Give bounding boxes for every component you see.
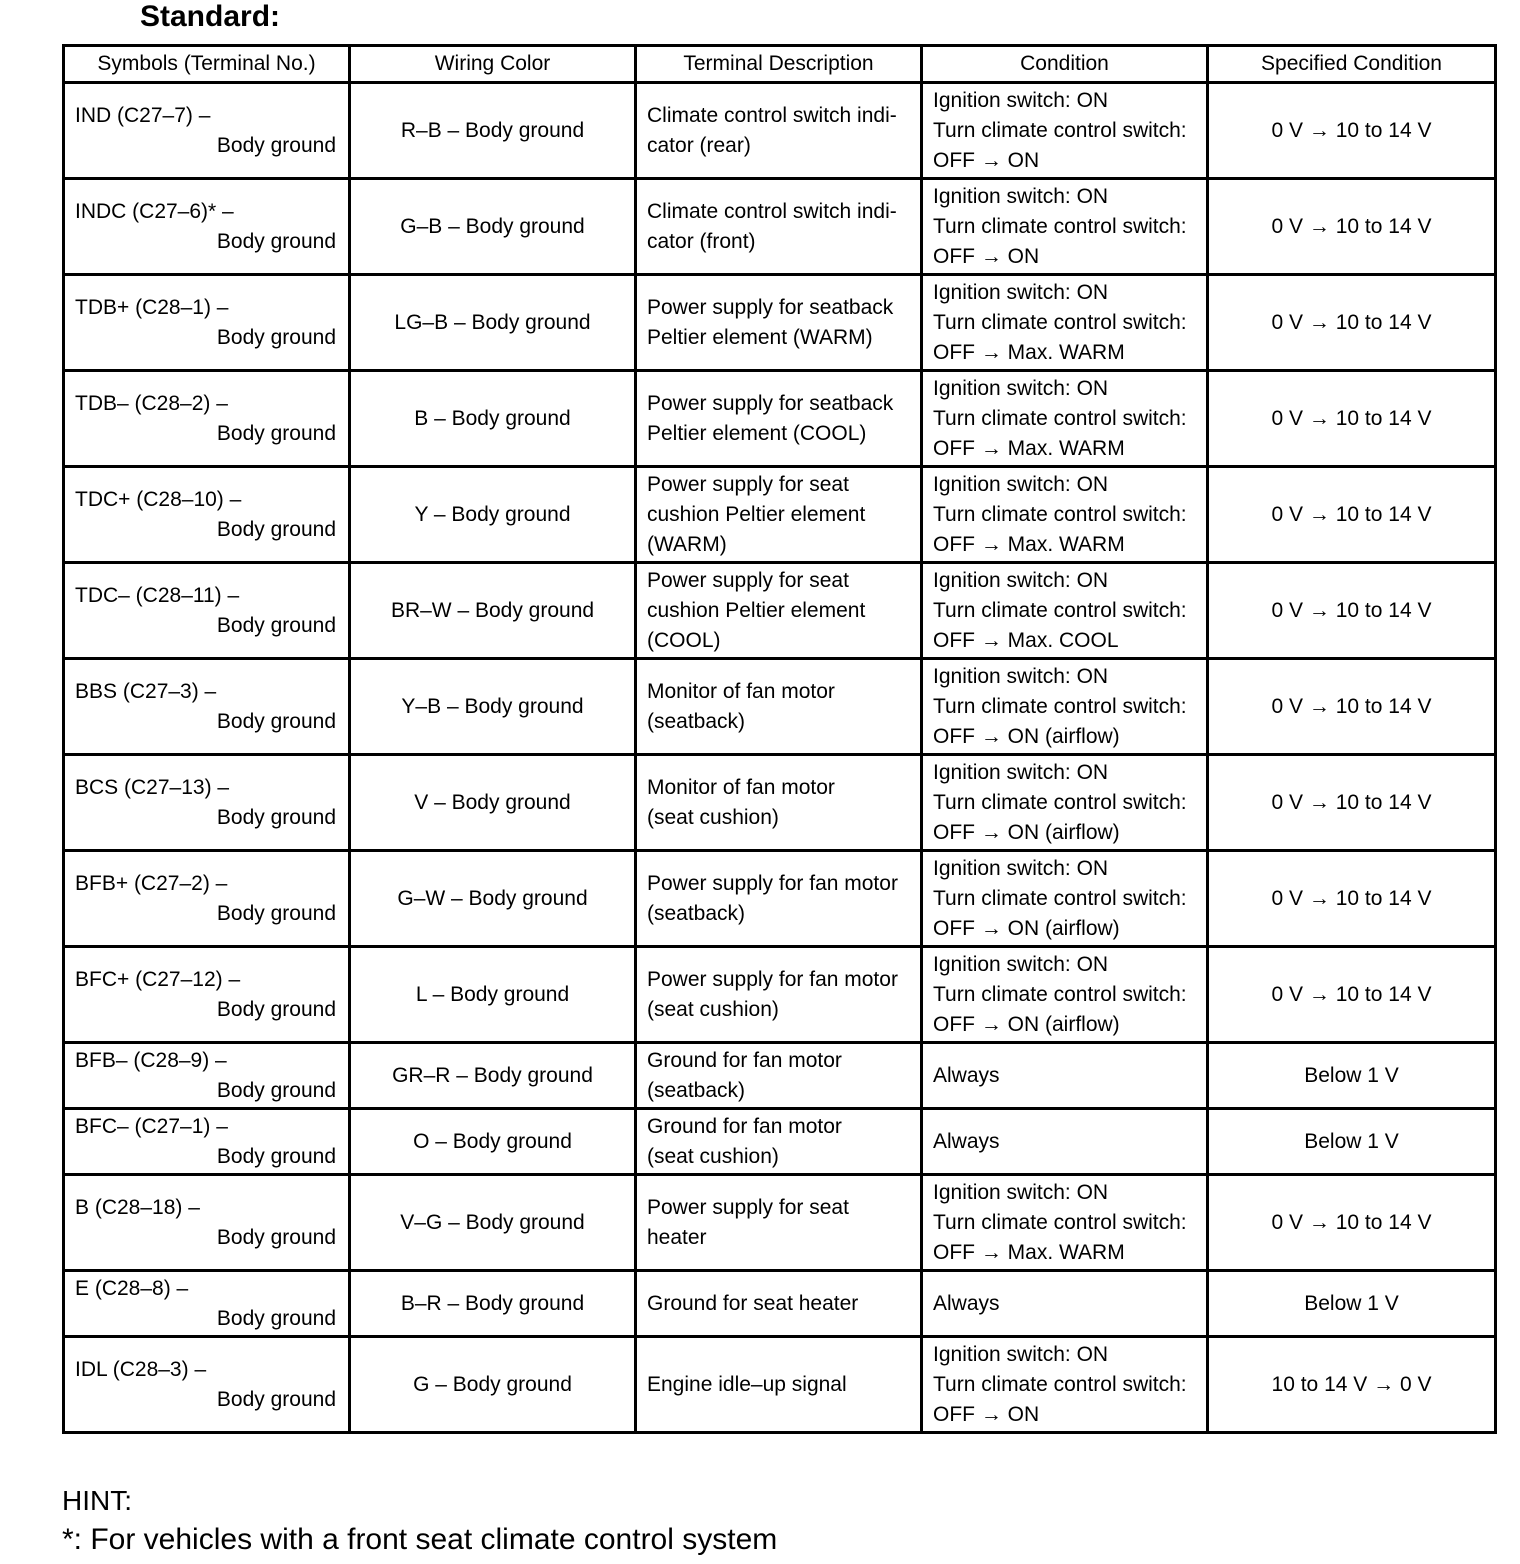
wiring-color-cell: G – Body ground <box>350 1337 636 1433</box>
condition-line: Ignition switch: ON <box>933 760 1109 784</box>
specified-condition-cell: 0 V → 10 to 14 V <box>1208 83 1496 179</box>
wiring-color-cell: LG–B – Body ground <box>350 275 636 371</box>
table-row <box>64 371 1496 467</box>
table-row <box>64 947 1496 1043</box>
condition-cell <box>922 755 1208 851</box>
table-row <box>64 1109 1496 1175</box>
terminal-ground: Body ground <box>216 133 336 157</box>
specified-condition-cell: Below 1 V <box>1208 1043 1496 1109</box>
wiring-color-cell: Y–B – Body ground <box>350 659 636 755</box>
wiring-color-cell: O – Body ground <box>350 1109 636 1175</box>
header-symbols: Symbols (Terminal No.) <box>64 46 350 83</box>
symbol-cell <box>64 563 350 659</box>
specified-condition-cell: Below 1 V <box>1208 1271 1496 1337</box>
terminal-symbol: BFB– (C28–9) – <box>75 1048 227 1072</box>
condition-line: OFF → Max. WARM <box>933 532 1125 556</box>
wiring-color-cell: V – Body ground <box>350 755 636 851</box>
condition-line: Always <box>933 1129 1000 1153</box>
condition-line: OFF → Max. COOL <box>933 628 1119 652</box>
condition-line: Ignition switch: ON <box>933 568 1109 592</box>
table-header-row <box>64 46 1496 83</box>
specified-condition-cell: 0 V → 10 to 14 V <box>1208 755 1496 851</box>
condition-line: Turn climate control switch: <box>933 406 1187 430</box>
table-row <box>64 563 1496 659</box>
terminal-symbol: BFB+ (C27–2) – <box>75 871 228 895</box>
table-row <box>64 659 1496 755</box>
description-line: cushion Peltier element <box>647 598 866 622</box>
terminal-ground: Body ground <box>216 901 336 925</box>
terminal-description-cell <box>636 851 922 947</box>
condition-line: OFF → ON <box>933 148 1040 172</box>
terminal-description-cell <box>636 1043 922 1109</box>
description-line: Monitor of fan motor <box>647 679 835 703</box>
specified-condition-cell: 0 V → 10 to 14 V <box>1208 1175 1496 1271</box>
terminal-symbol: TDB+ (C28–1) – <box>75 295 229 319</box>
symbol-cell <box>64 1175 350 1271</box>
description-line: (seat cushion) <box>647 1144 779 1168</box>
terminal-symbol: BFC– (C27–1) – <box>75 1114 228 1138</box>
description-line: Engine idle–up signal <box>647 1372 847 1396</box>
header-wiring-color: Wiring Color <box>350 46 636 83</box>
condition-line: Turn climate control switch: <box>933 310 1187 334</box>
description-line: Power supply for seat <box>647 472 849 496</box>
specified-condition-cell: 0 V → 10 to 14 V <box>1208 179 1496 275</box>
symbol-cell <box>64 1337 350 1433</box>
condition-line: Ignition switch: ON <box>933 1180 1109 1204</box>
terminal-description-cell <box>636 1337 922 1433</box>
terminal-symbol: IND (C27–7) – <box>75 103 211 127</box>
description-line: Power supply for fan motor <box>647 967 898 991</box>
condition-line: Always <box>933 1063 1000 1087</box>
terminal-ground: Body ground <box>216 1306 336 1330</box>
specified-condition-cell: 0 V → 10 to 14 V <box>1208 371 1496 467</box>
description-line: Power supply for seat <box>647 1195 849 1219</box>
header-terminal-description: Terminal Description <box>636 46 922 83</box>
condition-cell <box>922 1271 1208 1337</box>
condition-line: OFF → Max. WARM <box>933 436 1125 460</box>
specified-condition-cell: 0 V → 10 to 14 V <box>1208 563 1496 659</box>
symbol-cell <box>64 1271 350 1337</box>
terminal-symbol: TDB– (C28–2) – <box>75 391 228 415</box>
description-line: Peltier element (COOL) <box>647 421 867 445</box>
symbol-cell <box>64 275 350 371</box>
terminal-description-cell <box>636 947 922 1043</box>
condition-cell <box>922 83 1208 179</box>
description-line: cator (rear) <box>647 133 751 157</box>
condition-cell <box>922 1109 1208 1175</box>
condition-line: Turn climate control switch: <box>933 598 1187 622</box>
description-line: Power supply for seatback <box>647 391 894 415</box>
condition-cell <box>922 1175 1208 1271</box>
terminal-symbol: BBS (C27–3) – <box>75 679 217 703</box>
condition-cell <box>922 563 1208 659</box>
condition-line: Turn climate control switch: <box>933 1210 1187 1234</box>
specified-condition-cell: Below 1 V <box>1208 1109 1496 1175</box>
description-line: (seat cushion) <box>647 805 779 829</box>
terminal-description-cell <box>636 1271 922 1337</box>
terminal-description-cell <box>636 1109 922 1175</box>
symbol-cell <box>64 851 350 947</box>
condition-line: Turn climate control switch: <box>933 982 1187 1006</box>
terminal-symbol: E (C28–8) – <box>75 1276 189 1300</box>
condition-line: Ignition switch: ON <box>933 472 1109 496</box>
description-line: (COOL) <box>647 628 721 652</box>
symbol-cell <box>64 179 350 275</box>
wiring-color-cell: B – Body ground <box>350 371 636 467</box>
table-row <box>64 83 1496 179</box>
terminal-ground: Body ground <box>216 229 336 253</box>
wiring-color-cell: L – Body ground <box>350 947 636 1043</box>
table-row <box>64 467 1496 563</box>
table-row <box>64 1175 1496 1271</box>
condition-cell <box>922 851 1208 947</box>
condition-cell <box>922 371 1208 467</box>
specified-condition-cell: 0 V → 10 to 14 V <box>1208 467 1496 563</box>
terminal-ground: Body ground <box>216 517 336 541</box>
condition-line: Ignition switch: ON <box>933 1342 1109 1366</box>
condition-line: OFF → ON (airflow) <box>933 724 1120 748</box>
symbol-cell <box>64 83 350 179</box>
symbol-cell <box>64 467 350 563</box>
terminal-description-cell <box>636 467 922 563</box>
table-row <box>64 755 1496 851</box>
symbol-cell <box>64 755 350 851</box>
section-heading: Standard: <box>140 0 281 33</box>
terminal-ground: Body ground <box>216 613 336 637</box>
terminal-symbol: BFC+ (C27–12) – <box>75 967 241 991</box>
description-line: (seatback) <box>647 709 746 733</box>
terminal-ground: Body ground <box>216 997 336 1021</box>
table-row <box>64 1043 1496 1109</box>
description-line: cator (front) <box>647 229 756 253</box>
condition-line: Ignition switch: ON <box>933 856 1109 880</box>
wiring-color-cell: Y – Body ground <box>350 467 636 563</box>
header-specified-condition: Specified Condition <box>1208 46 1496 83</box>
wiring-color-cell: GR–R – Body ground <box>350 1043 636 1109</box>
description-line: Climate control switch indi- <box>647 103 897 127</box>
condition-line: Ignition switch: ON <box>933 664 1109 688</box>
description-line: cushion Peltier element <box>647 502 866 526</box>
wiring-color-cell: G–B – Body ground <box>350 179 636 275</box>
terminal-description-cell <box>636 1175 922 1271</box>
wiring-color-cell: G–W – Body ground <box>350 851 636 947</box>
specified-condition-cell: 0 V → 10 to 14 V <box>1208 659 1496 755</box>
condition-cell <box>922 179 1208 275</box>
terminal-spec-table <box>62 44 1497 1434</box>
symbol-cell <box>64 371 350 467</box>
description-line: (WARM) <box>647 532 727 556</box>
wiring-color-cell: V–G – Body ground <box>350 1175 636 1271</box>
wiring-color-cell: BR–W – Body ground <box>350 563 636 659</box>
condition-line: Turn climate control switch: <box>933 118 1187 142</box>
condition-line: OFF → ON <box>933 244 1040 268</box>
description-line: Power supply for fan motor <box>647 871 898 895</box>
condition-line: OFF → Max. WARM <box>933 1240 1125 1264</box>
footnote: *: For vehicles with a front seat climate control system <box>62 1523 778 1556</box>
terminal-ground: Body ground <box>216 1144 336 1168</box>
terminal-description-cell <box>636 659 922 755</box>
description-line: Power supply for seat <box>647 568 849 592</box>
symbol-cell <box>64 1043 350 1109</box>
condition-cell <box>922 1043 1208 1109</box>
terminal-description-cell <box>636 275 922 371</box>
header-condition: Condition <box>922 46 1208 83</box>
terminal-ground: Body ground <box>216 709 336 733</box>
condition-line: Ignition switch: ON <box>933 280 1109 304</box>
table-row <box>64 851 1496 947</box>
description-line: Peltier element (WARM) <box>647 325 873 349</box>
specified-condition-cell: 0 V → 10 to 14 V <box>1208 851 1496 947</box>
terminal-description-cell <box>636 755 922 851</box>
table-row <box>64 1337 1496 1433</box>
condition-line: Ignition switch: ON <box>933 184 1109 208</box>
condition-line: Turn climate control switch: <box>933 694 1187 718</box>
specified-condition-cell: 0 V → 10 to 14 V <box>1208 947 1496 1043</box>
terminal-ground: Body ground <box>216 1078 336 1102</box>
condition-line: Turn climate control switch: <box>933 790 1187 814</box>
condition-line: Ignition switch: ON <box>933 376 1109 400</box>
description-line: (seat cushion) <box>647 997 779 1021</box>
condition-line: Turn climate control switch: <box>933 886 1187 910</box>
description-line: Ground for fan motor <box>647 1114 842 1138</box>
description-line: (seatback) <box>647 901 746 925</box>
symbol-cell <box>64 1109 350 1175</box>
table-row <box>64 179 1496 275</box>
specified-condition-cell: 10 to 14 V → 0 V <box>1208 1337 1496 1433</box>
terminal-ground: Body ground <box>216 421 336 445</box>
condition-line: OFF → ON (airflow) <box>933 1012 1120 1036</box>
terminal-symbol: TDC+ (C28–10) – <box>75 487 242 511</box>
condition-cell <box>922 947 1208 1043</box>
condition-line: OFF → ON (airflow) <box>933 916 1120 940</box>
condition-line: Turn climate control switch: <box>933 502 1187 526</box>
terminal-symbol: TDC– (C28–11) – <box>75 583 240 607</box>
condition-cell <box>922 659 1208 755</box>
description-line: Climate control switch indi- <box>647 199 897 223</box>
description-line: Ground for seat heater <box>647 1291 859 1315</box>
wiring-color-cell: B–R – Body ground <box>350 1271 636 1337</box>
description-line: Power supply for seatback <box>647 295 894 319</box>
terminal-description-cell <box>636 371 922 467</box>
table-row <box>64 275 1496 371</box>
hint-label: HINT: <box>62 1485 132 1516</box>
condition-cell <box>922 275 1208 371</box>
terminal-symbol: B (C28–18) – <box>75 1195 200 1219</box>
terminal-description-cell <box>636 563 922 659</box>
terminal-description-cell <box>636 179 922 275</box>
table-row <box>64 1271 1496 1337</box>
terminal-symbol: BCS (C27–13) – <box>75 775 230 799</box>
condition-cell <box>922 467 1208 563</box>
condition-line: OFF → ON <box>933 1402 1040 1426</box>
symbol-cell <box>64 659 350 755</box>
condition-line: Ignition switch: ON <box>933 88 1109 112</box>
description-line: Ground for fan motor <box>647 1048 842 1072</box>
description-line: (seatback) <box>647 1078 746 1102</box>
table-body <box>64 83 1496 1433</box>
condition-line: Turn climate control switch: <box>933 1372 1187 1396</box>
condition-line: OFF → ON (airflow) <box>933 820 1120 844</box>
terminal-ground: Body ground <box>216 1387 336 1411</box>
condition-line: OFF → Max. WARM <box>933 340 1125 364</box>
wiring-color-cell: R–B – Body ground <box>350 83 636 179</box>
symbol-cell <box>64 947 350 1043</box>
condition-line: Ignition switch: ON <box>933 952 1109 976</box>
description-line: Monitor of fan motor <box>647 775 835 799</box>
terminal-symbol: INDC (C27–6)* – <box>75 199 234 223</box>
terminal-symbol: IDL (C28–3) – <box>75 1357 207 1381</box>
condition-line: Turn climate control switch: <box>933 214 1187 238</box>
terminal-ground: Body ground <box>216 1225 336 1249</box>
specified-condition-cell: 0 V → 10 to 14 V <box>1208 275 1496 371</box>
terminal-ground: Body ground <box>216 805 336 829</box>
terminal-description-cell <box>636 83 922 179</box>
condition-line: Always <box>933 1291 1000 1315</box>
description-line: heater <box>647 1225 707 1249</box>
condition-cell <box>922 1337 1208 1433</box>
terminal-ground: Body ground <box>216 325 336 349</box>
